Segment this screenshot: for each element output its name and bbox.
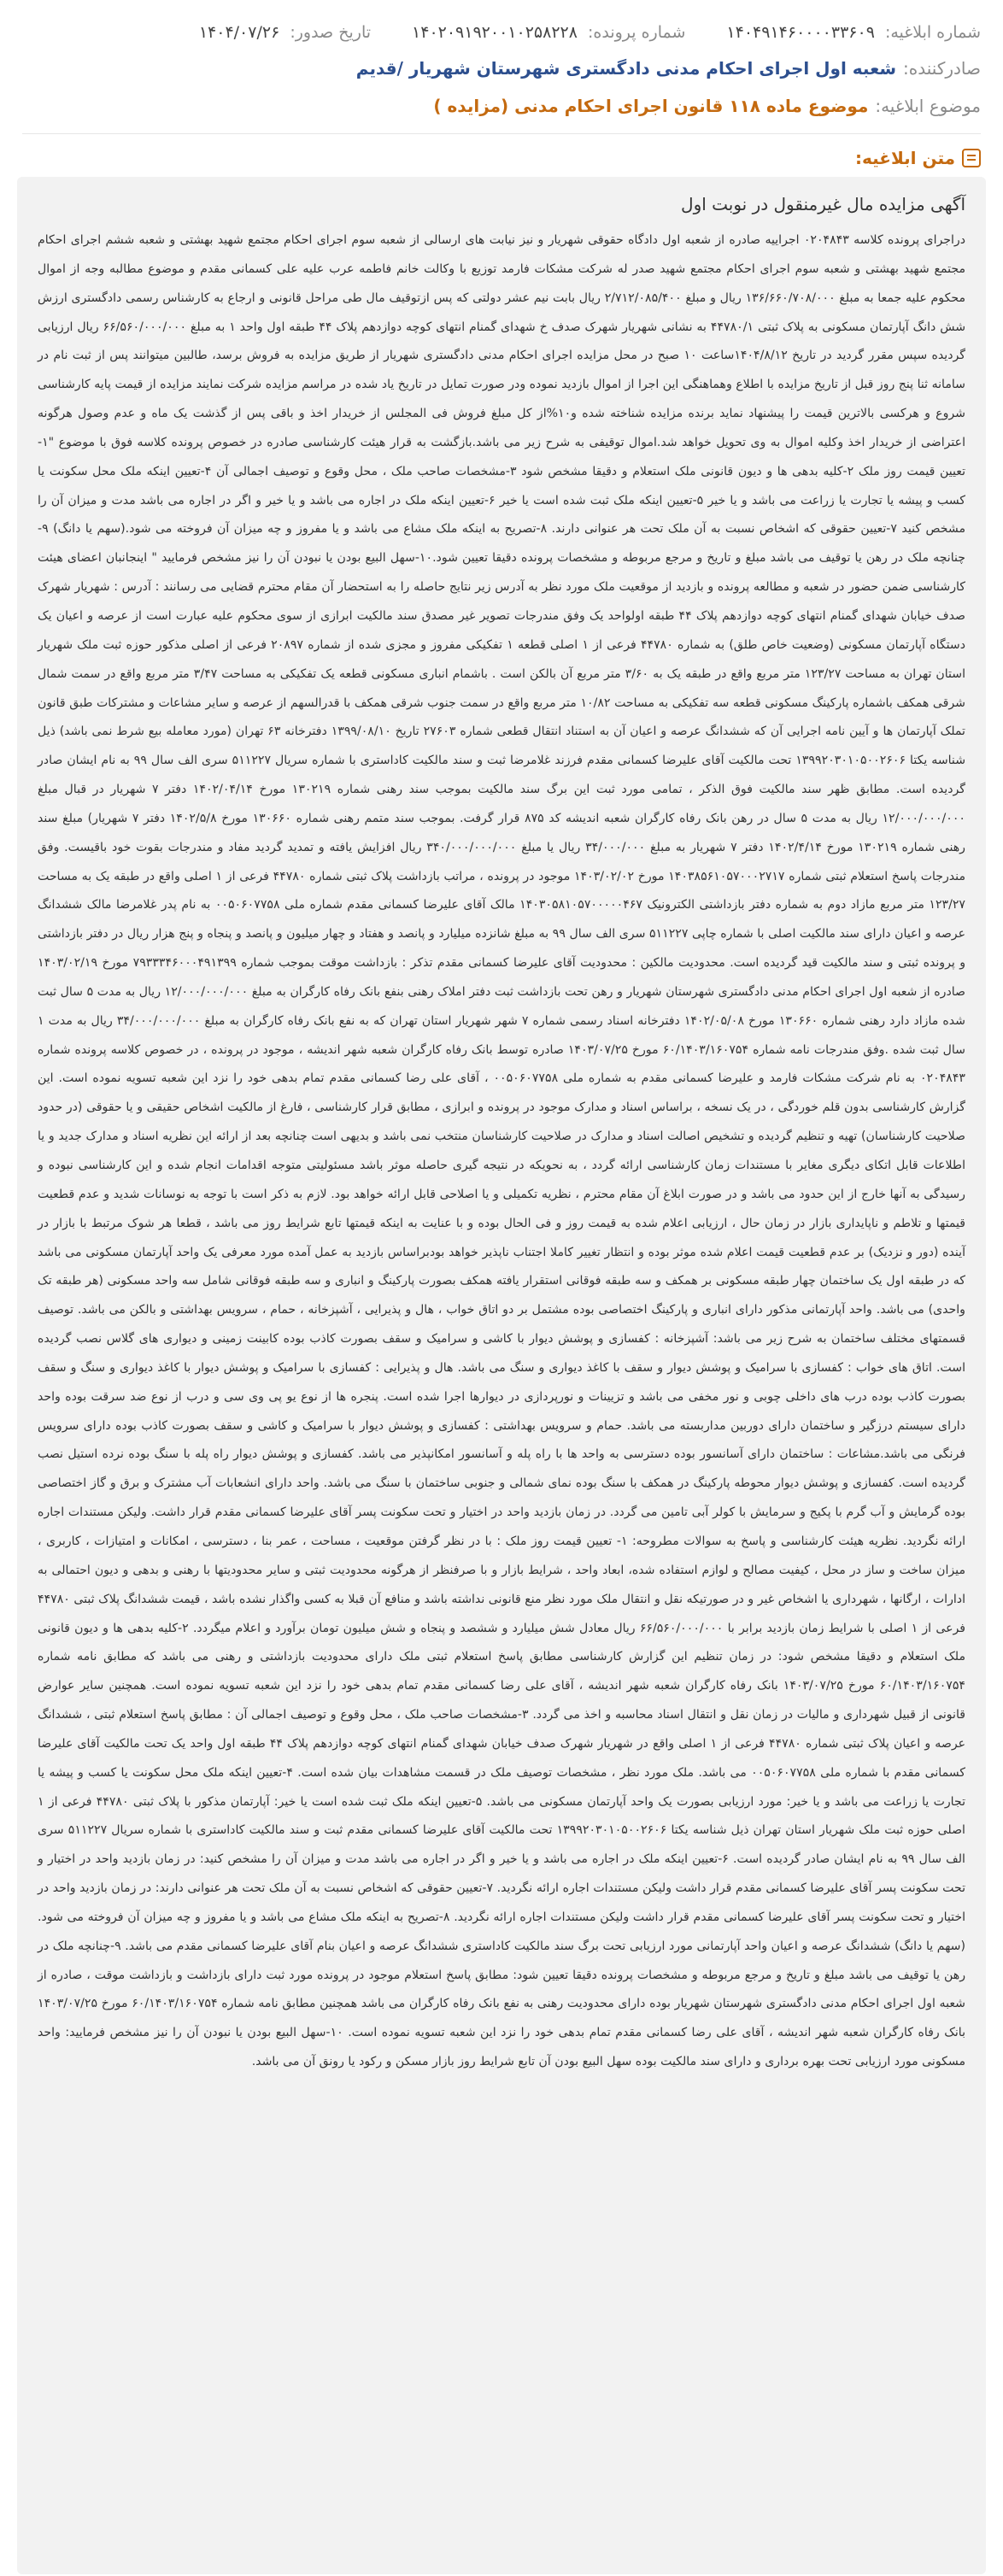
file-number — [412, 23, 685, 42]
notice-heading: آگهی مزایده مال غیرمنقول در نوبت اول — [681, 194, 965, 214]
document-icon — [962, 149, 981, 167]
meta-row — [22, 15, 981, 50]
issue-date-label: تاریخ صدور: — [290, 23, 372, 42]
section-title-text: متن ابلاغیه: — [854, 148, 955, 168]
subject-row — [22, 87, 981, 125]
notice-body: دراجرای پرونده کلاسه ۰۲۰۴۸۴۳ اجراییه صادره از شعبه اول دادگاه حقوقی شهریار و نیز نیابت های ارسالی از شعبه سوم اجرای احکام مجتمع شهید بهشتی و شعبه ششم اجرای احکام مجتمع شهید بهشتی و شعبه سوم اجرای احکام مجتمع شهید صدر له شرکت مشکات فارمد توزیع با وکالت خانم فاطمه عرب علیه علی کسمانی مقدم و موضوع مطالبه وجه از اموال محکوم علیه جمعا به مبلغ ۱۳۶/۶۶۰/۷۰۸/۰۰۰ ریال و مبلغ ۲/۷۱۲/۰۸۵/۴۰۰ ریال بابت نیم عشر دولتی که پس ازتوقیف مال طی مراحل قانونی و ارجاع به کارشناس رسمی دادگستری ارزش شش دانگ آپارتمان مسکونی به پلاک ثبتی ۴۴۷۸۰/۱ به نشانی شهریار شهرک صدف خ شهدای گمنام انتهای کوچه دوازدهم پلاک ۴۴ طبقه اول واحد ۱ به مبلغ ۶۶/۵۶۰/۰۰۰/۰۰۰ ریال ارزیابی گردیده سپس مقرر گردید در تاریخ ۱۴۰۴/۸/۱۲ساعت ۱۰ صبح در محل مزایده اجرای احکام مدنی دادگستری شهریار از طریق مزایده به فروش برسد، طالبین میتوانند پس از ثبت نام در سامانه ثنا پنج روز قبل از تاریخ مزایده با اطلاع وهماهنگی این اجرا از اموال بازدید نموده ودر صورت تمایل در تاریخ یاد شده در مراسم مزایده شرکت نمایند مزایده از قیمت پایه کارشناسی شروع و هرکسی بالاترین قیمت را پیشنهاد نماید برنده مزایده شناخته شده و۱۰%از کل مبلغ فروش فی المجلس از خریدار اخذ و باقی پس از گذشت یک ماه و عدم وصول هرگونه اعتراضی از خریدار اخذ وکلیه اموال به وی تحویل خواهد شد.اموال توقیفی به شرح زیر می باشد.بازگشت به قرار هیئت کارشناسی صادره در خصوص پرونده کلاسه فوق با موضوع "۱-تعیین قیمت روز ملک ۲-کلیه بدهی ها و دیون قانونی ملک استعلام و دقیقا مشخص شود ۳-مشخصات صاحب ملک ، محل وقوع و توصیف اجمالی آن ۴-تعیین اینکه ملک محل سکونت یا کسب و پیشه یا تجارت یا زراعت می باشد و یا خیر ۵-تعیین اینکه ملک ثبت شده است یا خیر ۶-تعیین اینکه ملک در اجاره می باشد و یا خیر و اگر در اجاره می باشد مدت و میزان آن را مشخص کنید ۷-تعیین حقوقی که اشخاص نسبت به آن ملک تحت هر عنوانی دارند. ۸-تصریح به اینکه ملک مشاع می باشد و یا مفروز و چه میزان آن فروخته می شود.(سهم یا دانگ) ۹-چنانچه ملک در رهن یا توقیف می باشد مبلغ و تاریخ و مرجع مربوطه و مشخصات پرونده دقیقا تعیین شود.۱۰-سهل البیع بودن یا نبودن آن را نیز مشخص فرمایید " اینجانبان اعضای هیئت کارشناسی ضمن حضور در شعبه و مطالعه پرونده و بازدید از موقعیت ملک مورد نظر به آدرس زیر نتایج حاصله را به استحضار آن مقام محترم قضایی می رسانند : آدرس : شهریار شهرک صدف خیابان شهدای گمنام انتهای کوچه دوازدهم پلاک ۴۴ طبقه اولواحد یک وفق مندرجات تصویر غیر مصدق سند مالکیت ابرازی از سوی محکوم علیه عبارت است از عرصه و اعیان یک دستگاه آپارتمان مسکونی (وضعیت خاص طلق) به شماره ۴۴۷۸۰ فرعی از ۱ اصلی قطعه ۱ تفکیکی مفروز و مجزی شده از شماره ۲۰۸۹۷ فرعی از اصلی مذکور حوزه ثبت ملک شهریار استان تهران به مساحت ۱۲۳/۲۷ متر مربع واقع در طبقه یک به ۳/۶۰ متر مربع آن بالکن است . باشمام انباری مسکونی قطعه یک تفکیکی به مساحت ۳/۴۷ متر مربع واقع در سمت شمال شرقی همکف باشماره پارکینگ مسکونی قطعه سه تفکیکی به مساحت ۱۰/۸۲ متر مربع واقع در سمت جنوب شرقی همکف با قدرالسهم از عرصه و سایر مشاعات و مشترکات طبق قانون تملک آپارتمان ها و آیین نامه اجرایی آن که ششدانگ عرصه و اعیان آن به استناد انتقال قطعی شماره ۲۷۶۰۳ تاریخ ۱۳۹۹/۰۸/۱۰ دفترخانه ۶۳ تهران (مورد معامله بیع شرط نمی باشد) ذیل شناسه یکتا ۱۳۹۹۲۰۳۰۱۰۵۰۰۲۶۰۶ تحت مالکیت آقای علیرضا کسمانی مقدم فرزند غلامرضا ثبت و سند مالکیت کاداستری با شماره سریال ۵۱۱۲۲۷ سری الف سال ۹۹ به نام ایشان صادر گردیده است. مطابق ظهر سند مالکیت فوق الذکر ، تمامی مورد ثبت این برگ سند مالکیت بموجب سند رهنی شماره ۱۳۰۲۱۹ مورخ ۱۴۰۲/۰۴/۱۴ دفتر ۷ شهریار در قبال مبلغ ۱۲/۰۰۰/۰۰۰/۰۰۰ ریال به مدت ۵ سال در رهن بانک رفاه کارگران شعبه اندیشه کد ۸۷۵ قرار گرفت. بموجب سند متمم رهنی شماره ۱۳۰۶۶۰ مورخ ۱۴۰۲/۵/۸ دفتر ۷ شهریار) مبلغ سند رهنی شماره ۱۳۰۲۱۹ مورخ ۱۴۰۲/۴/۱۴ دفتر ۷ شهریار به مبلغ ۳۴/۰۰۰/۰۰۰ ریال یا مبلغ ۳۴۰/۰۰۰/۰۰۰/۰۰۰ ریال افزایش یافته و تمدید گردید مفاد و مندرجات بقوت خود باقیست. وفق مندرجات پاسخ استعلام ثبتی شماره ۱۴۰۳۸۵۶۱۰۵۷۰۰۰۲۷۱۷ مورخ ۱۴۰۳/۰۲/۰۲ موجود در پرونده ، مراتب بازداشت پلاک ثبتی شماره ۴۴۷۸۰ فرعی از ۱ اصلی واقع در طبقه یک به مساحت ۱۲۳/۲۷ متر مربع مازاد دوم به شماره دفتر بازداشتی الکترونیک ۱۴۰۳۰۵۸۱۰۵۷۰۰۰۰۰۴۶۷ مالک آقای علیرضا کسمانی مقدم شماره ملی ۰۰۵۰۶۰۷۷۵۸ به نام پدر غلامرضا مالک ششدانگ عرصه و اعیان دارای سند مالکیت اصلی با شماره چاپی ۵۱۱۲۲۷ سری الف سال ۹۹ به مبلغ شانزده میلیارد و پانصد و هفتاد و چهار میلیون و پانصد و پنجاه و پنج هزار ریال در دفتر بازداشتی و پرونده ثبتی و سند مالکیت قید گردیده است. محدودیت مالکین : محدودیت آقای علیرضا کسمانی مقدم تذکر : بازداشت موقت بموجب شماره ۷۹۳۳۳۴۶۰۰۰۴۹۱۳۹۹ مورخ ۱۴۰۳/۰۲/۱۹ صادره از شعبه اول اجرای احکام مدنی دادگستری شهرستان شهریار و رهن تحت بازداشت ثبت دفتر املاک رهنی بنفع بانک رفاه کارگران به مبلغ ۱۲/۰۰۰/۰۰۰/۰۰۰ ریال به مدت ۵ سال ثبت شده مازاد دارد رهنی شماره ۱۳۰۶۶۰ مورخ ۱۴۰۲/۰۵/۰۸ دفترخانه اسناد رسمی شماره ۷ شهر شهریار استان تهران که به نفع بانک رفاه کارگران به مبلغ ۳۴/۰۰۰/۰۰۰/۰۰۰ ریال به مدت ۱ سال ثبت شده .وفق مندرجات نامه شماره ۶۰/۱۴۰۳/۱۶۰۷۵۴ مورخ ۱۴۰۳/۰۷/۲۵ صادره توسط بانک رفاه کارگران شعبه شهر اندیشه ، موجود در پرونده ، در خصوص کلاسه پرونده شماره ۰۲۰۴۸۴۳ به نام شرکت مشکات فارمد و علیرضا کسمانی مقدم به شماره ملی ۰۰۵۰۶۰۷۷۵۸ ، آقای علی رضا کسمانی مقدم تمام بدهی خود را نزد این شعبه تسویه نموده است. این گزارش کارشناسی بدون قلم خوردگی ، در یک نسخه ، براساس اسناد و مدارک موجود در پرونده و ابرازی ، مطابق قرار کارشناسی ، فارغ از مالکیت اشخاص حقیقی و یا حقوقی (در حدود صلاحیت کارشناسان) تهیه و تنظیم گردیده و تشخیص اصالت اسناد و مدارک در صلاحیت کارشناسان منتخب نمی باشد و بدیهی است چنانچه بعد از ارائه این نظریه اسناد و مدارک جدید و یا اطلاعات قابل اتکای دیگری مغایر با مستندات زمان کارشناسی ارائه گردد ، به نحویکه در نتیجه گیری حاصله موثر باشد مسئولیتی متوجه اقدامات انجام شده و این کارشناسی نبوده و رسیدگی به آنها خارج از این حدود می باشد و در صورت ابلاغ آن مقام محترم ، نظریه تکمیلی و یا اصلاحی قابل ارائه خواهد بود. لازم به ذکر است با توجه به نوسانات شدید و عدم قطعیت قیمتها و تلاطم و ناپایداری بازار در زمان حال ، ارزیابی اعلام شده به قیمت روز و فی الحال بوده و با عنایت به اینکه قیمتها تابع شرایط روز می باشد ، قطعا هر شوک مرتبط با بازار در آینده (دور و نزدیک) بر عدم قطعیت قیمت اعلام شده موثر بوده و انتظار تغییر کاملا اجتناب ناپذیر خواهد بودبراساس بازدید به عمل آمده مورد معرفی یک واحد آپارتمان مسکونی می باشد که در طبقه اول یک ساختمان چهار طبقه مسکونی بر همکف و سه طبقه فوقانی استقرار یافته همکف بصورت پارکینگ و انباری و سه طبقه فوقانی شامل سه واحد مسکونی (هر طبقه تک واحدی) می باشد. واحد آپارتمانی مذکور دارای انباری و پارکینگ اختصاصی بوده مشتمل بر دو اتاق خواب ، هال و پذیرایی ، آشپزخانه ، حمام ، سرویس بهداشتی و بالکن می باشد. توصیف قسمتهای مختلف ساختمان به شرح زیر می باشد: آشپزخانه : کفسازی و پوشش دیوار با کاشی و سرامیک و سقف بصورت کاذب بوده کابینت زمینی و دیواری های گلاس نصب گردیده است. اتاق های خواب : کفسازی با سرامیک و پوشش دیوار و سقف با کاغذ دیواری و سنگ می باشد. هال و پذیرایی : کفسازی با سرامیک و پوشش دیوار با کاغذ دیواری و سنگ و سقف بصورت کاذب بوده درب های داخلی چوبی و نور مخفی می باشد و تزیینات و نورپردازی در دیوارها اجرا شده است. پنجره ها از نوع یو پی وی سی و درب از نوع ضد سرقت بوده واحد دارای سیستم درزگیر و ساختمان دارای دوربین مداربسته می باشد. حمام و سرویس بهداشتی : کفسازی و پوشش دیوار با سرامیک و کاشی و سقف بصورت کاذب بوده دارای سرویس فرنگی می باشد.مشاعات : ساختمان دارای آسانسور بوده دسترسی به واحد ها با راه پله و آسانسور امکانپذیر می باشد. کفسازی و پوشش دیوار راه پله با سنگ بوده نرده استیل نصب گردیده است. کفسازی و پوشش دیوار محوطه پارکینگ در همکف با سنگ بوده نمای شمالی و جنوبی ساختمان با سنگ می باشد. واحد دارای انشعابات آب مشترک و برق و گاز اختصاصی بوده گرمایش و آب گرم با پکیج و سرمایش با کولر آبی تامین می گردد. در زمان بازدید واحد در اختیار و تحت سکونت پسر آقای علیرضا کسمانی مقدم قرار داشت. ولیکن مستندات اجاره ارائه نگردید. نظریه هیئت کارشناسی و پاسخ به سوالات مطروحه: ۱- تعیین قیمت روز ملک : با در نظر گرفتن موقعیت ، مساحت ، عمر بنا ، دسترسی ، امکانات و امتیازات ، کاربری ، میزان ساخت و ساز در محل ، کیفیت مصالح و لوازم استفاده شده، ابعاد واحد ، شرایط بازار و با صرفنظر از هرگونه محدودیت ثبتی و سایر محدودیتها با رهنی و بدهی و دیون احتمالی به ادارات ، ارگانها ، شهرداری یا اشخاص غیر و در صورتیکه نقل و انتقال ملک مورد نظر منع قانونی نداشته باشد و منافع آن قبلا به کسی واگذار نشده باشد ، قیمت ششدانگ پلاک ثبتی ۴۴۷۸۰ فرعی از ۱ اصلی با شرایط زمان بازدید برابر با ۶۶/۵۶۰/۰۰۰/۰۰۰ ریال معادل شش میلیارد و ششصد و پنجاه و شش میلیون تومان برآورد و اعلام میگردد. ۲-کلیه بدهی ها و دیون قانونی ملک استعلام و دقیقا مشخص شود: در زمان تنظیم این گزارش کارشناسی مطابق پاسخ استعلام ثبتی ملک دارای محدودیت بازداشتی و رهنی می باشد که مطابق نامه شماره ۶۰/۱۴۰۳/۱۶۰۷۵۴ مورخ ۱۴۰۳/۰۷/۲۵ بانک رفاه کارگران شعبه شهر اندیشه ، آقای علی رضا کسمانی مقدم تمام بدهی خود را نزد این شعبه تسویه نموده است. همچنین سایر عوارض قانونی از قبیل شهرداری و مالیات در زمان نقل و انتقال اسناد محاسبه و اخذ می گردد. ۳-مشخصات صاحب ملک ، محل وقوع و توصیف اجمالی آن : مطابق پاسخ استعلام ثبتی ، ششدانگ عرصه و اعیان پلاک ثبتی شماره ۴۴۷۸۰ فرعی از ۱ اصلی واقع در شهریار شهرک صدف خیابان شهدای گمنام انتهای کوچه دوازدهم پلاک ۴۴ طبقه اول واحد یک تحت مالکیت آقای علیرضا کسمانی مقدم با شماره ملی ۰۰۵۰۶۰۷۷۵۸ می باشد. ملک مورد نظر ، مشخصات توصیف ملک در قسمت مشاهدات بیان شده است. ۴-تعیین اینکه ملک محل سکونت یا کسب و پیشه یا تجارت یا زراعت می باشد و یا خیر: مورد ارزیابی بصورت یک واحد آپارتمان مسکونی می باشد. ۵-تعیین اینکه ملک ثبت شده است یا خیر: آپارتمان مذکور با پلاک ثبتی ۴۴۷۸۰ فرعی از ۱ اصلی حوزه ثبت ملک شهریار استان تهران ذیل شناسه یکتا ۱۳۹۹۲۰۳۰۱۰۵۰۰۲۶۰۶ تحت مالکیت آقای علیرضا کسمانی مقدم ثبت و سند مالکیت کاداستری با شماره سریال ۵۱۱۲۲۷ سری الف سال ۹۹ به نام ایشان صادر گردیده است. ۶-تعیین اینکه ملک در اجاره می باشد و یا خیر و اگر در اجاره می باشد مدت و میزان آن را مشخص کنید: در زمان بازدید واحد در اختیار و تحت سکونت پسر آقای علیرضا کسمانی مقدم قرار داشت ولیکن مستندات اجاره ارائه نگردید. ۷-تعیین حقوقی که اشخاص نسبت به آن ملک تحت هر عنوانی دارند: در زمان بازدید واحد در اختیار و تحت سکونت پسر آقای علیرضا کسمانی مقدم قرار داشت ولیکن مستندات اجاره ارائه نگردید. ۸-تصریح به اینکه ملک مشاع می باشد و یا مفروز و چه میزان آن فروخته می شود.(سهم یا دانگ) ششدانگ عرصه و اعیان واحد آپارتمانی مورد ارزیابی تحت برگ سند مالکیت کاداستری ششدانگ عرصه و اعیان بنام آقای علیرضا کسمانی مقدم می باشد. ۹-چنانچه ملک در رهن یا توقیف می باشد مبلغ و تاریخ و مرجع مربوطه و مشخصات پرونده دقیقا تعیین شود: مطابق پاسخ استعلام موجود در پرونده مورد ثبت دارای بازداشت و بازداشت موقت ، صادره از شعبه اول اجرای احکام مدنی دادگستری شهرستان شهریار بوده دارای محدودیت رهنی به نفع بانک رفاه کارگران می باشد همچنین مطابق نامه شماره ۶۰/۱۴۰۳/۱۶۰۷۵۴ مورخ ۱۴۰۳/۰۷/۲۵ بانک رفاه کارگران شعبه شهر اندیشه ، آقای علی رضا کسمانی مقدم تمام بدهی خود را نزد این شعبه تسویه نموده است. ۱۰-سهل البیع بودن یا نبودن آن را نیز مشخص فرمایید: واحد مسکونی مورد ارزیابی تحت بهره برداری و دارای سند مالکیت بوده سهل البیع بودن آن تابع شرایط روز بازار مسکن و رکود یا رونق آن می باشد. — [38, 233, 966, 2069]
issuer-value: شعبه اول اجرای احکام مدنی دادگستری شهرستان شهریار /قدیم — [355, 58, 897, 79]
notice-box — [17, 177, 986, 2574]
subject-label: موضوع ابلاغیه: — [875, 96, 981, 116]
section-title — [0, 134, 1003, 177]
file-number-value: ۱۴۰۲۰۹۱۹۲۰۰۱۰۲۵۸۲۲۸ — [412, 23, 578, 42]
issue-date — [199, 23, 371, 42]
subject-value: موضوع ماده ۱۱۸ قانون اجرای احکام مدنی (مزایده ) — [433, 96, 869, 116]
notice-number-label: شماره ابلاغیه: — [884, 23, 981, 42]
notice-number — [726, 23, 981, 42]
notice-header — [0, 0, 1003, 125]
issue-date-value: ۱۴۰۴/۰۷/۲۶ — [198, 23, 280, 42]
file-number-label: شماره پرونده: — [587, 23, 686, 42]
issuer-label: صادرکننده: — [903, 58, 981, 79]
issuer-row — [22, 50, 981, 87]
notice-number-value: ۱۴۰۴۹۱۴۶۰۰۰۰۳۳۶۰۹ — [726, 23, 875, 42]
